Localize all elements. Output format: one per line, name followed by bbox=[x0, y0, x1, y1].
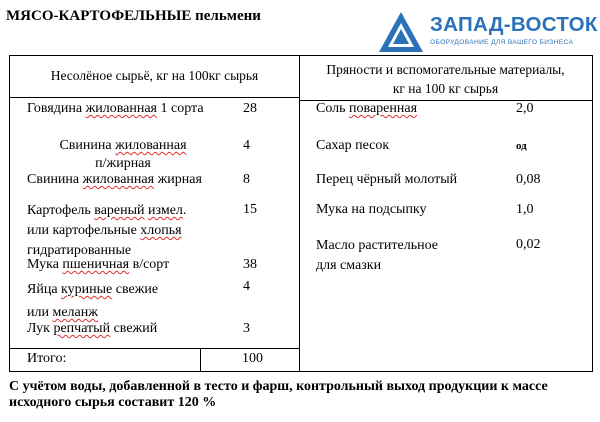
spice-name-2: Перец чёрный молотый bbox=[316, 172, 458, 187]
table-column-divider bbox=[299, 56, 300, 371]
left-header: Несолёное сырьё, кг на 100кг сырья bbox=[50, 68, 259, 83]
spice-value-3: 1,0 bbox=[516, 202, 534, 217]
raw-name-4: Мука пшеничная в/сорт bbox=[27, 257, 170, 272]
raw-value-0: 28 bbox=[243, 101, 257, 116]
raw-value-4: 38 bbox=[243, 257, 257, 272]
spice-value-1: од bbox=[516, 140, 527, 152]
raw-value-6: 3 bbox=[243, 321, 250, 336]
yield-note: С учётом воды, добавленной в тесто и фарш, контрольный выход продукции к массе исходного сырья составит 120 % bbox=[9, 379, 548, 410]
raw-value-2: 8 bbox=[243, 172, 250, 187]
logo-triangle-icon bbox=[378, 11, 424, 53]
raw-value-1: 4 bbox=[243, 138, 250, 153]
spice-name-1: Сахар песок bbox=[316, 138, 390, 153]
total-label: Итого: bbox=[27, 351, 67, 366]
spice-value-0: 2,0 bbox=[516, 101, 534, 116]
spice-value-4: 0,02 bbox=[516, 237, 541, 252]
raw-name-3: Картофель вареный измел. или картофельные хлопья гидратированные bbox=[27, 203, 187, 258]
table-total-divider bbox=[10, 348, 299, 349]
raw-name-1: Свинина жилованная п/жирная bbox=[59, 138, 187, 171]
table-header-divider-left bbox=[10, 97, 299, 98]
raw-value-3: 15 bbox=[243, 202, 257, 217]
total-value: 100 bbox=[242, 351, 263, 366]
spice-value-2: 0,08 bbox=[516, 172, 541, 187]
right-header: Пряности и вспомогательные материалы, кг на 100 кг сырья bbox=[326, 62, 565, 96]
spice-name-0: Соль поваренная bbox=[316, 101, 418, 116]
table-total-cell-divider bbox=[200, 348, 201, 371]
spice-name-4: Масло растительное для смазки bbox=[316, 238, 438, 273]
logo-name: ЗАПАД-ВОСТОК bbox=[430, 13, 598, 36]
raw-name-2: Свинина жилованная жирная bbox=[27, 172, 202, 187]
recipe-table bbox=[9, 55, 593, 372]
raw-value-5: 4 bbox=[243, 279, 250, 294]
logo-tagline: ОБОРУДОВАНИЕ ДЛЯ ВАШЕГО БИЗНЕСА bbox=[430, 39, 574, 46]
raw-name-0: Говядина жилованная 1 сорта bbox=[27, 101, 204, 116]
raw-name-6: Лук репчатый свежий bbox=[27, 321, 158, 336]
page-title: МЯСО-КАРТОФЕЛЬНЫЕ пельмени bbox=[6, 8, 261, 24]
raw-name-5: Яйца куриные свежие или меланж bbox=[27, 282, 159, 320]
company-logo bbox=[378, 11, 598, 53]
spice-name-3: Мука на подсыпку bbox=[316, 202, 427, 217]
